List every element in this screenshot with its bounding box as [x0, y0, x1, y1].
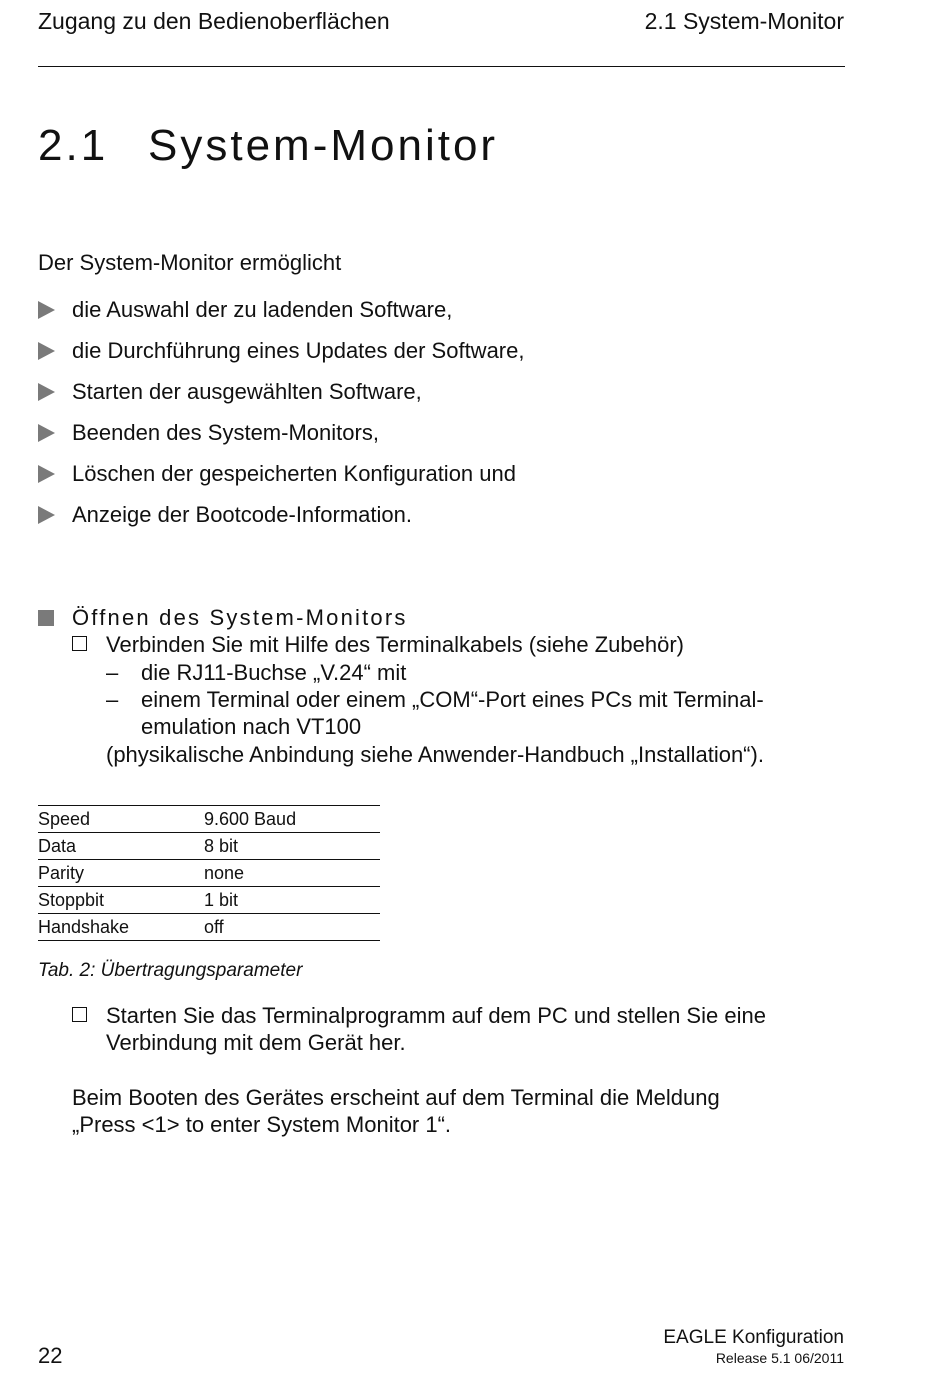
list-item-text: Löschen der gespeicherten Konfiguration und [72, 460, 516, 486]
param-name: Handshake [38, 914, 204, 941]
transmission-parameters-table [38, 805, 380, 941]
step-text-line1: Starten Sie das Terminalprogramm auf dem PC und stellen Sie eine [106, 1003, 766, 1028]
installation-note: (physikalische Anbindung siehe Anwender-Handbuch „Installation“). [106, 742, 764, 767]
instruction-step-terminal [72, 1002, 766, 1056]
table-row [38, 887, 380, 914]
instruction-step-connect [72, 631, 684, 658]
list-item-text: die Auswahl der zu ladenden Software, [72, 296, 453, 322]
paragraph-line2: „Press <1> to enter System Monitor 1“. [72, 1112, 452, 1137]
page-number: 22 [38, 1343, 63, 1368]
running-header-right: 2.1 System-Monitor [644, 8, 844, 34]
list-item [38, 289, 524, 330]
paragraph-line1: Beim Booten des Gerätes erscheint auf dem Terminal die Meldung [72, 1085, 720, 1110]
list-item [38, 453, 524, 494]
param-value: 8 bit [204, 833, 380, 860]
param-name: Parity [38, 860, 204, 887]
triangle-bullet-icon [38, 424, 55, 442]
running-header-left: Zugang zu den Bedienoberflächen [38, 8, 390, 34]
list-item-text: Beenden des System-Monitors, [72, 419, 379, 445]
param-name: Speed [38, 806, 204, 833]
section-title [38, 118, 498, 174]
list-item [38, 412, 524, 453]
list-item [38, 371, 524, 412]
header-rule [38, 66, 845, 67]
table-row [38, 914, 380, 941]
filled-square-icon [38, 610, 54, 626]
section-title-text: System-Monitor [148, 121, 499, 170]
param-value: none [204, 860, 380, 887]
subsection-title: Öffnen des System-Monitors [72, 605, 408, 630]
dash-item-text-line1: einem Terminal oder einem „COM“-Port eines PCs mit Terminal- [141, 687, 764, 712]
dash-item-text: die RJ11-Buchse „V.24“ mit [141, 660, 407, 685]
table-row [38, 806, 380, 833]
checkbox-square-icon [72, 1007, 87, 1022]
table-caption: Tab. 2: Übertragungsparameter [38, 960, 303, 981]
dash-item [106, 686, 764, 740]
list-item-text: die Durchführung eines Updates der Software, [72, 337, 525, 363]
param-name: Stoppbit [38, 887, 204, 914]
section-number: 2.1 [38, 121, 109, 170]
triangle-bullet-icon [38, 342, 55, 360]
dash-item [106, 659, 406, 686]
list-item [38, 330, 524, 371]
list-item [38, 494, 524, 535]
checkbox-square-icon [72, 636, 87, 651]
list-item-text: Starten der ausgewählten Software, [72, 378, 422, 404]
triangle-bullet-icon [38, 301, 55, 319]
param-value: 1 bit [204, 887, 380, 914]
footer-document-title: EAGLE Konfiguration [663, 1327, 844, 1348]
table-row [38, 833, 380, 860]
triangle-bullet-icon [38, 506, 55, 524]
param-name: Data [38, 833, 204, 860]
dash-item-text-line2: emulation nach VT100 [141, 714, 362, 739]
list-item-text: Anzeige der Bootcode-Information. [72, 501, 412, 527]
param-value: off [204, 914, 380, 941]
boot-message-paragraph [72, 1084, 720, 1138]
triangle-bullet-icon [38, 383, 55, 401]
dash-icon: – [106, 660, 119, 685]
triangle-bullet-icon [38, 465, 55, 483]
feature-list [38, 289, 524, 535]
step-text-line2: Verbindung mit dem Gerät her. [106, 1030, 406, 1055]
footer-release: Release 5.1 06/2011 [715, 1350, 844, 1366]
table-row [38, 860, 380, 887]
param-value: 9.600 Baud [204, 806, 380, 833]
dash-icon: – [106, 687, 119, 712]
subsection-heading [38, 604, 408, 632]
intro-text: Der System-Monitor ermöglicht [38, 250, 342, 275]
step-text: Verbinden Sie mit Hilfe des Terminalkabels (siehe Zubehör) [106, 632, 684, 657]
